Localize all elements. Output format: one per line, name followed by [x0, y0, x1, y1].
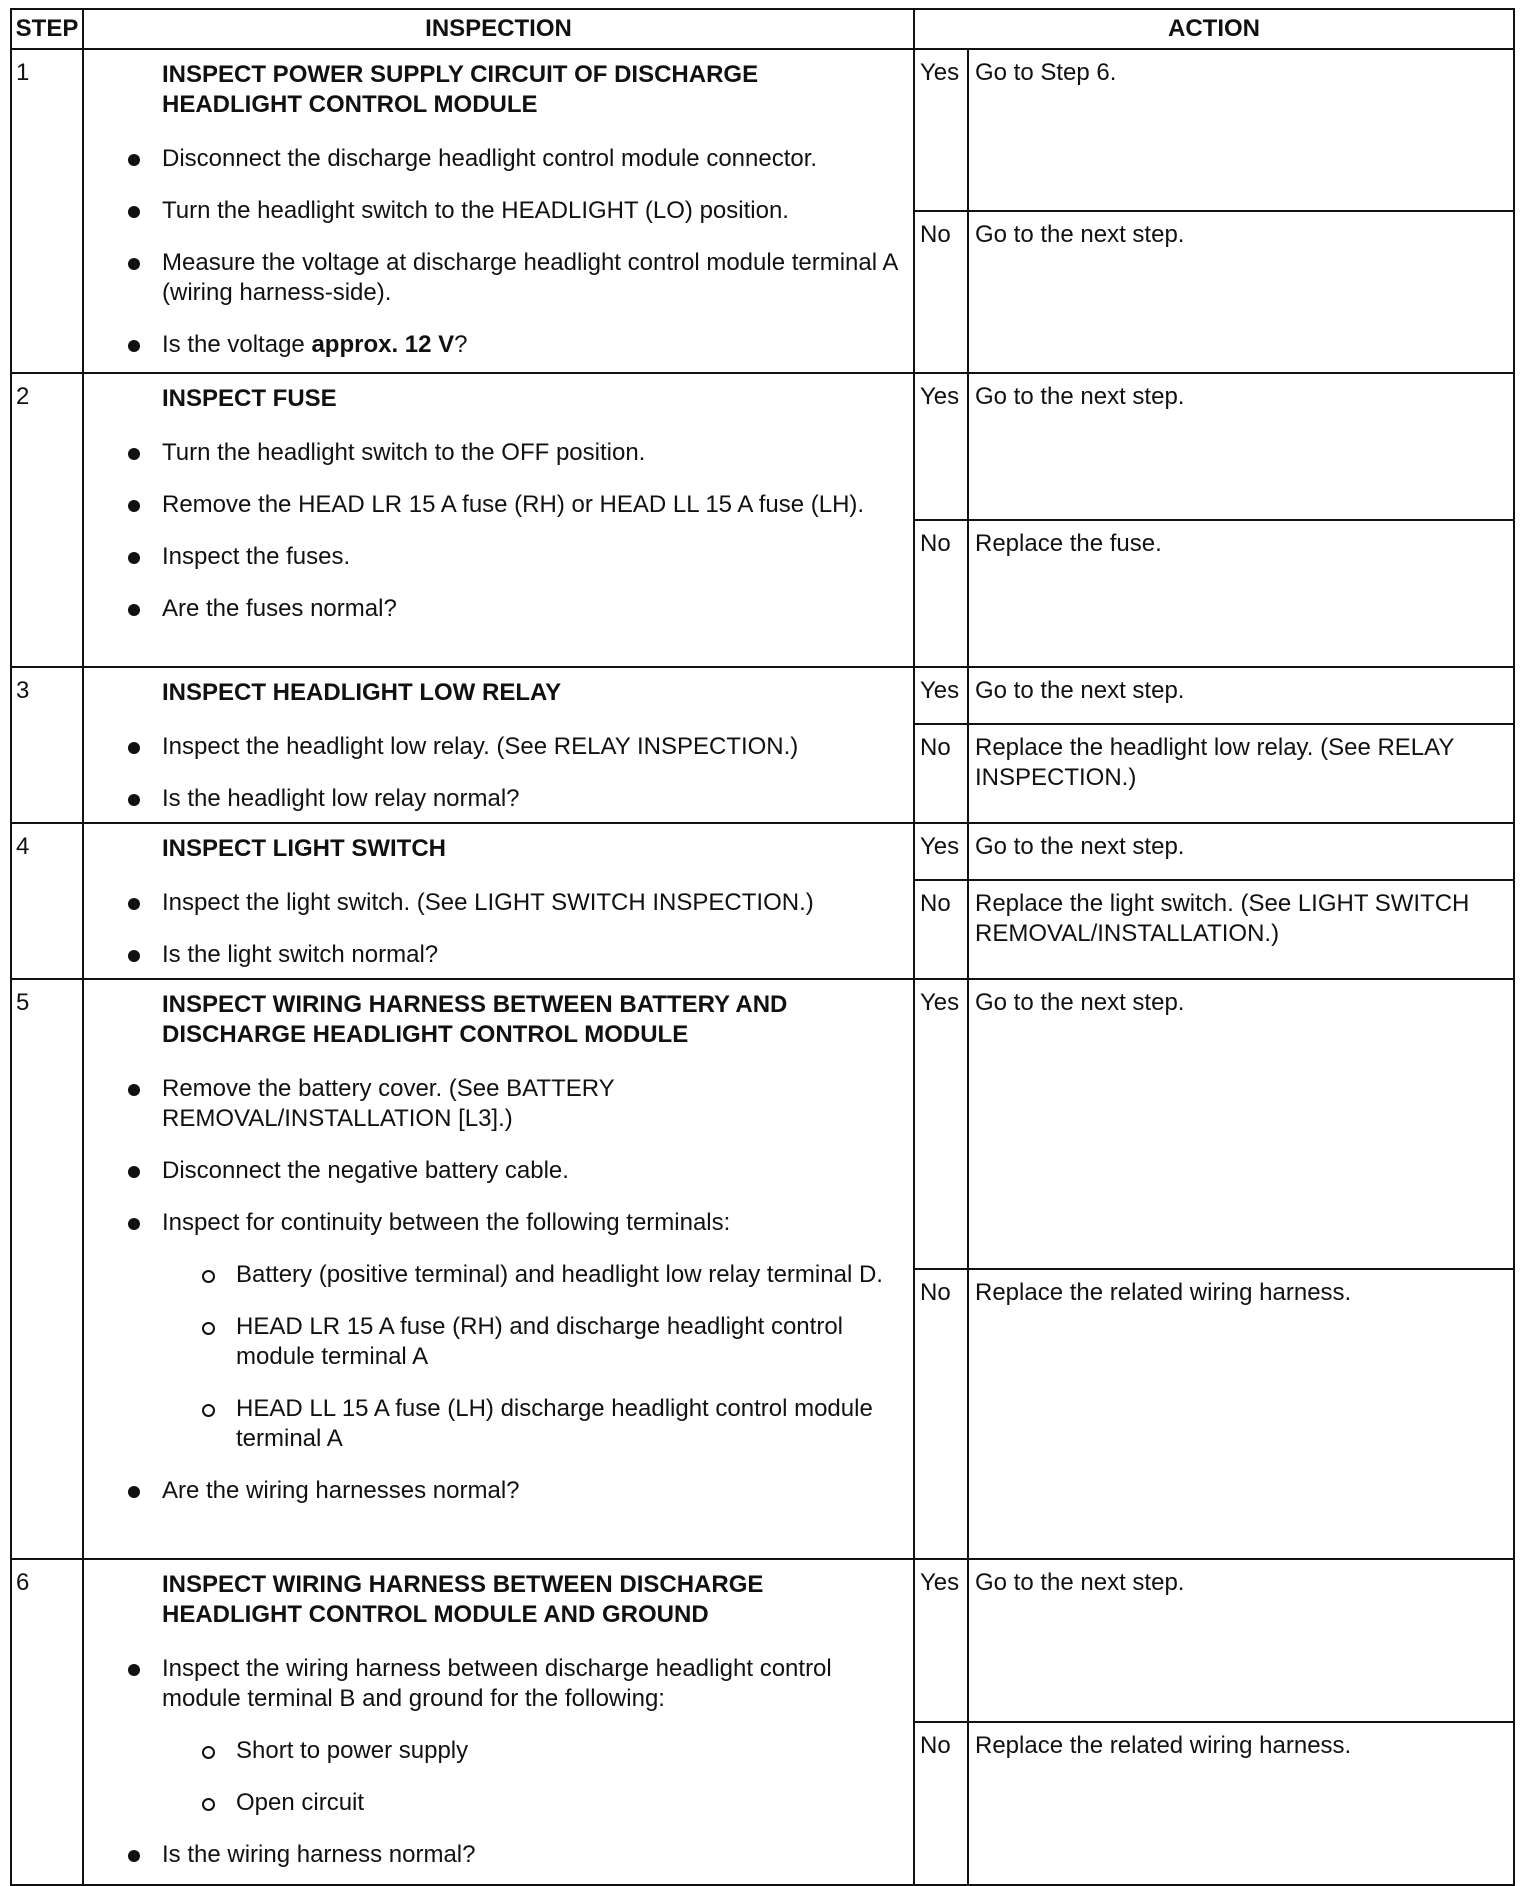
sub-list-item: Short to power supply	[162, 1736, 905, 1766]
bullet-icon	[84, 330, 162, 360]
header-row	[11, 9, 1514, 49]
step-title: INSPECT WIRING HARNESS BETWEEN BATTERY AND DISCHARGE HEADLIGHT CONTROL MODULE	[162, 991, 788, 1048]
inspection-list	[84, 888, 905, 970]
no-label: No	[914, 1269, 968, 1559]
troubleshooting-table-wrapper	[10, 8, 1515, 1886]
no-action: Replace the fuse.	[968, 520, 1514, 667]
step-number: 2	[11, 373, 83, 667]
step-number: 5	[11, 979, 83, 1559]
step-number: 4	[11, 823, 83, 979]
bullet-icon	[84, 1476, 162, 1506]
no-action: Replace the related wiring harness.	[968, 1722, 1514, 1885]
list-item: Measure the voltage at discharge headlight control module terminal A (wiring harness-side).	[84, 248, 905, 308]
yes-action: Go to the next step.	[968, 823, 1514, 880]
yes-label: Yes	[914, 373, 968, 520]
step-title: INSPECT WIRING HARNESS BETWEEN DISCHARGE HEADLIGHT CONTROL MODULE AND GROUND	[162, 1571, 764, 1628]
step-title: INSPECT FUSE	[162, 385, 337, 412]
bullet-icon	[84, 248, 162, 308]
list-item: Inspect the fuses.	[84, 542, 905, 572]
yes-action: Go to Step 6.	[968, 49, 1514, 211]
step-number: 3	[11, 667, 83, 823]
header-inspection: INSPECTION	[83, 9, 914, 49]
inspection-cell	[83, 49, 914, 373]
inspection-cell	[83, 979, 914, 1559]
bullet-icon	[84, 542, 162, 572]
bullet-icon	[84, 1654, 162, 1714]
list-item: Turn the headlight switch to the HEADLIGHT (LO) position.	[84, 196, 905, 226]
yes-label: Yes	[914, 667, 968, 724]
list-item: Inspect the wiring harness between discharge headlight control module terminal B and ground for the following:	[84, 1654, 905, 1714]
list-item-question: Are the wiring harnesses normal?	[84, 1476, 905, 1506]
yes-label: Yes	[914, 979, 968, 1269]
list-item: Is the headlight low relay normal?	[84, 784, 905, 814]
inspection-list	[84, 144, 905, 360]
no-action: Replace the related wiring harness.	[968, 1269, 1514, 1559]
circle-bullet-icon	[162, 1788, 236, 1818]
inspection-list	[84, 438, 905, 624]
step-1-yes-row	[11, 49, 1514, 211]
no-action: Replace the headlight low relay. (See RELAY INSPECTION.)	[968, 724, 1514, 823]
list-item-question: Is the wiring harness normal?	[84, 1840, 905, 1870]
bullet-icon	[84, 1074, 162, 1134]
no-label: No	[914, 1722, 968, 1885]
step-5-yes-row	[11, 979, 1514, 1269]
step-number: 6	[11, 1559, 83, 1885]
inspection-list	[84, 732, 905, 814]
no-label: No	[914, 880, 968, 979]
sub-list-item: Battery (positive terminal) and headlight low relay terminal D.	[162, 1260, 905, 1290]
bullet-icon	[84, 196, 162, 226]
header-step: STEP	[11, 9, 83, 49]
step-6-yes-row	[11, 1559, 1514, 1722]
step-2-yes-row	[11, 373, 1514, 520]
bullet-icon	[84, 1208, 162, 1238]
inspection-cell	[83, 823, 914, 979]
list-item: Disconnect the negative battery cable.	[84, 1156, 905, 1186]
list-item: Turn the headlight switch to the OFF position.	[84, 438, 905, 468]
step-3-yes-row	[11, 667, 1514, 724]
list-item: Remove the battery cover. (See BATTERY REMOVAL/INSTALLATION [L3].)	[84, 1074, 905, 1134]
circle-bullet-icon	[162, 1394, 236, 1454]
step-title: INSPECT LIGHT SWITCH	[162, 835, 446, 862]
circle-bullet-icon	[162, 1260, 236, 1290]
bullet-icon	[84, 940, 162, 970]
list-item: Inspect the light switch. (See LIGHT SWITCH INSPECTION.)	[84, 888, 905, 918]
list-item: Inspect for continuity between the following terminals:	[84, 1208, 905, 1238]
no-action: Go to the next step.	[968, 211, 1514, 373]
inspection-cell	[83, 667, 914, 823]
list-item: Disconnect the discharge headlight control module connector.	[84, 144, 905, 174]
yes-label: Yes	[914, 49, 968, 211]
step-title: INSPECT HEADLIGHT LOW RELAY	[162, 679, 562, 706]
header-action: ACTION	[914, 9, 1514, 49]
no-action: Replace the light switch. (See LIGHT SWITCH REMOVAL/INSTALLATION.)	[968, 880, 1514, 979]
yes-action: Go to the next step.	[968, 979, 1514, 1269]
inspection-list	[84, 1074, 905, 1506]
list-item: Is the light switch normal?	[84, 940, 905, 970]
list-item: Are the fuses normal?	[84, 594, 905, 624]
bullet-icon	[84, 438, 162, 468]
list-item-question: Is the voltage approx. 12 V?	[84, 330, 905, 360]
bullet-icon	[84, 1840, 162, 1870]
step-number: 1	[11, 49, 83, 373]
circle-bullet-icon	[162, 1312, 236, 1372]
bullet-icon	[84, 1156, 162, 1186]
yes-action: Go to the next step.	[968, 667, 1514, 724]
inspection-cell	[83, 1559, 914, 1885]
list-item: Remove the HEAD LR 15 A fuse (RH) or HEAD LL 15 A fuse (LH).	[84, 490, 905, 520]
yes-label: Yes	[914, 823, 968, 880]
bullet-icon	[84, 144, 162, 174]
yes-action: Go to the next step.	[968, 373, 1514, 520]
no-label: No	[914, 211, 968, 373]
troubleshooting-table	[10, 8, 1515, 1886]
no-label: No	[914, 520, 968, 667]
bullet-icon	[84, 490, 162, 520]
sub-list-item: HEAD LL 15 A fuse (LH) discharge headlight control module terminal A	[162, 1394, 905, 1454]
no-label: No	[914, 724, 968, 823]
circle-bullet-icon	[162, 1736, 236, 1766]
sub-list-item: Open circuit	[162, 1788, 905, 1818]
sub-list-item: HEAD LR 15 A fuse (RH) and discharge headlight control module terminal A	[162, 1312, 905, 1372]
bullet-icon	[84, 594, 162, 624]
bullet-icon	[84, 732, 162, 762]
step-4-yes-row	[11, 823, 1514, 880]
step-title: INSPECT POWER SUPPLY CIRCUIT OF DISCHARGE HEADLIGHT CONTROL MODULE	[162, 61, 759, 118]
yes-label: Yes	[914, 1559, 968, 1722]
bullet-icon	[84, 888, 162, 918]
inspection-list	[84, 1654, 905, 1870]
inspection-cell	[83, 373, 914, 667]
bullet-icon	[84, 784, 162, 814]
list-item: Inspect the headlight low relay. (See RELAY INSPECTION.)	[84, 732, 905, 762]
yes-action: Go to the next step.	[968, 1559, 1514, 1722]
